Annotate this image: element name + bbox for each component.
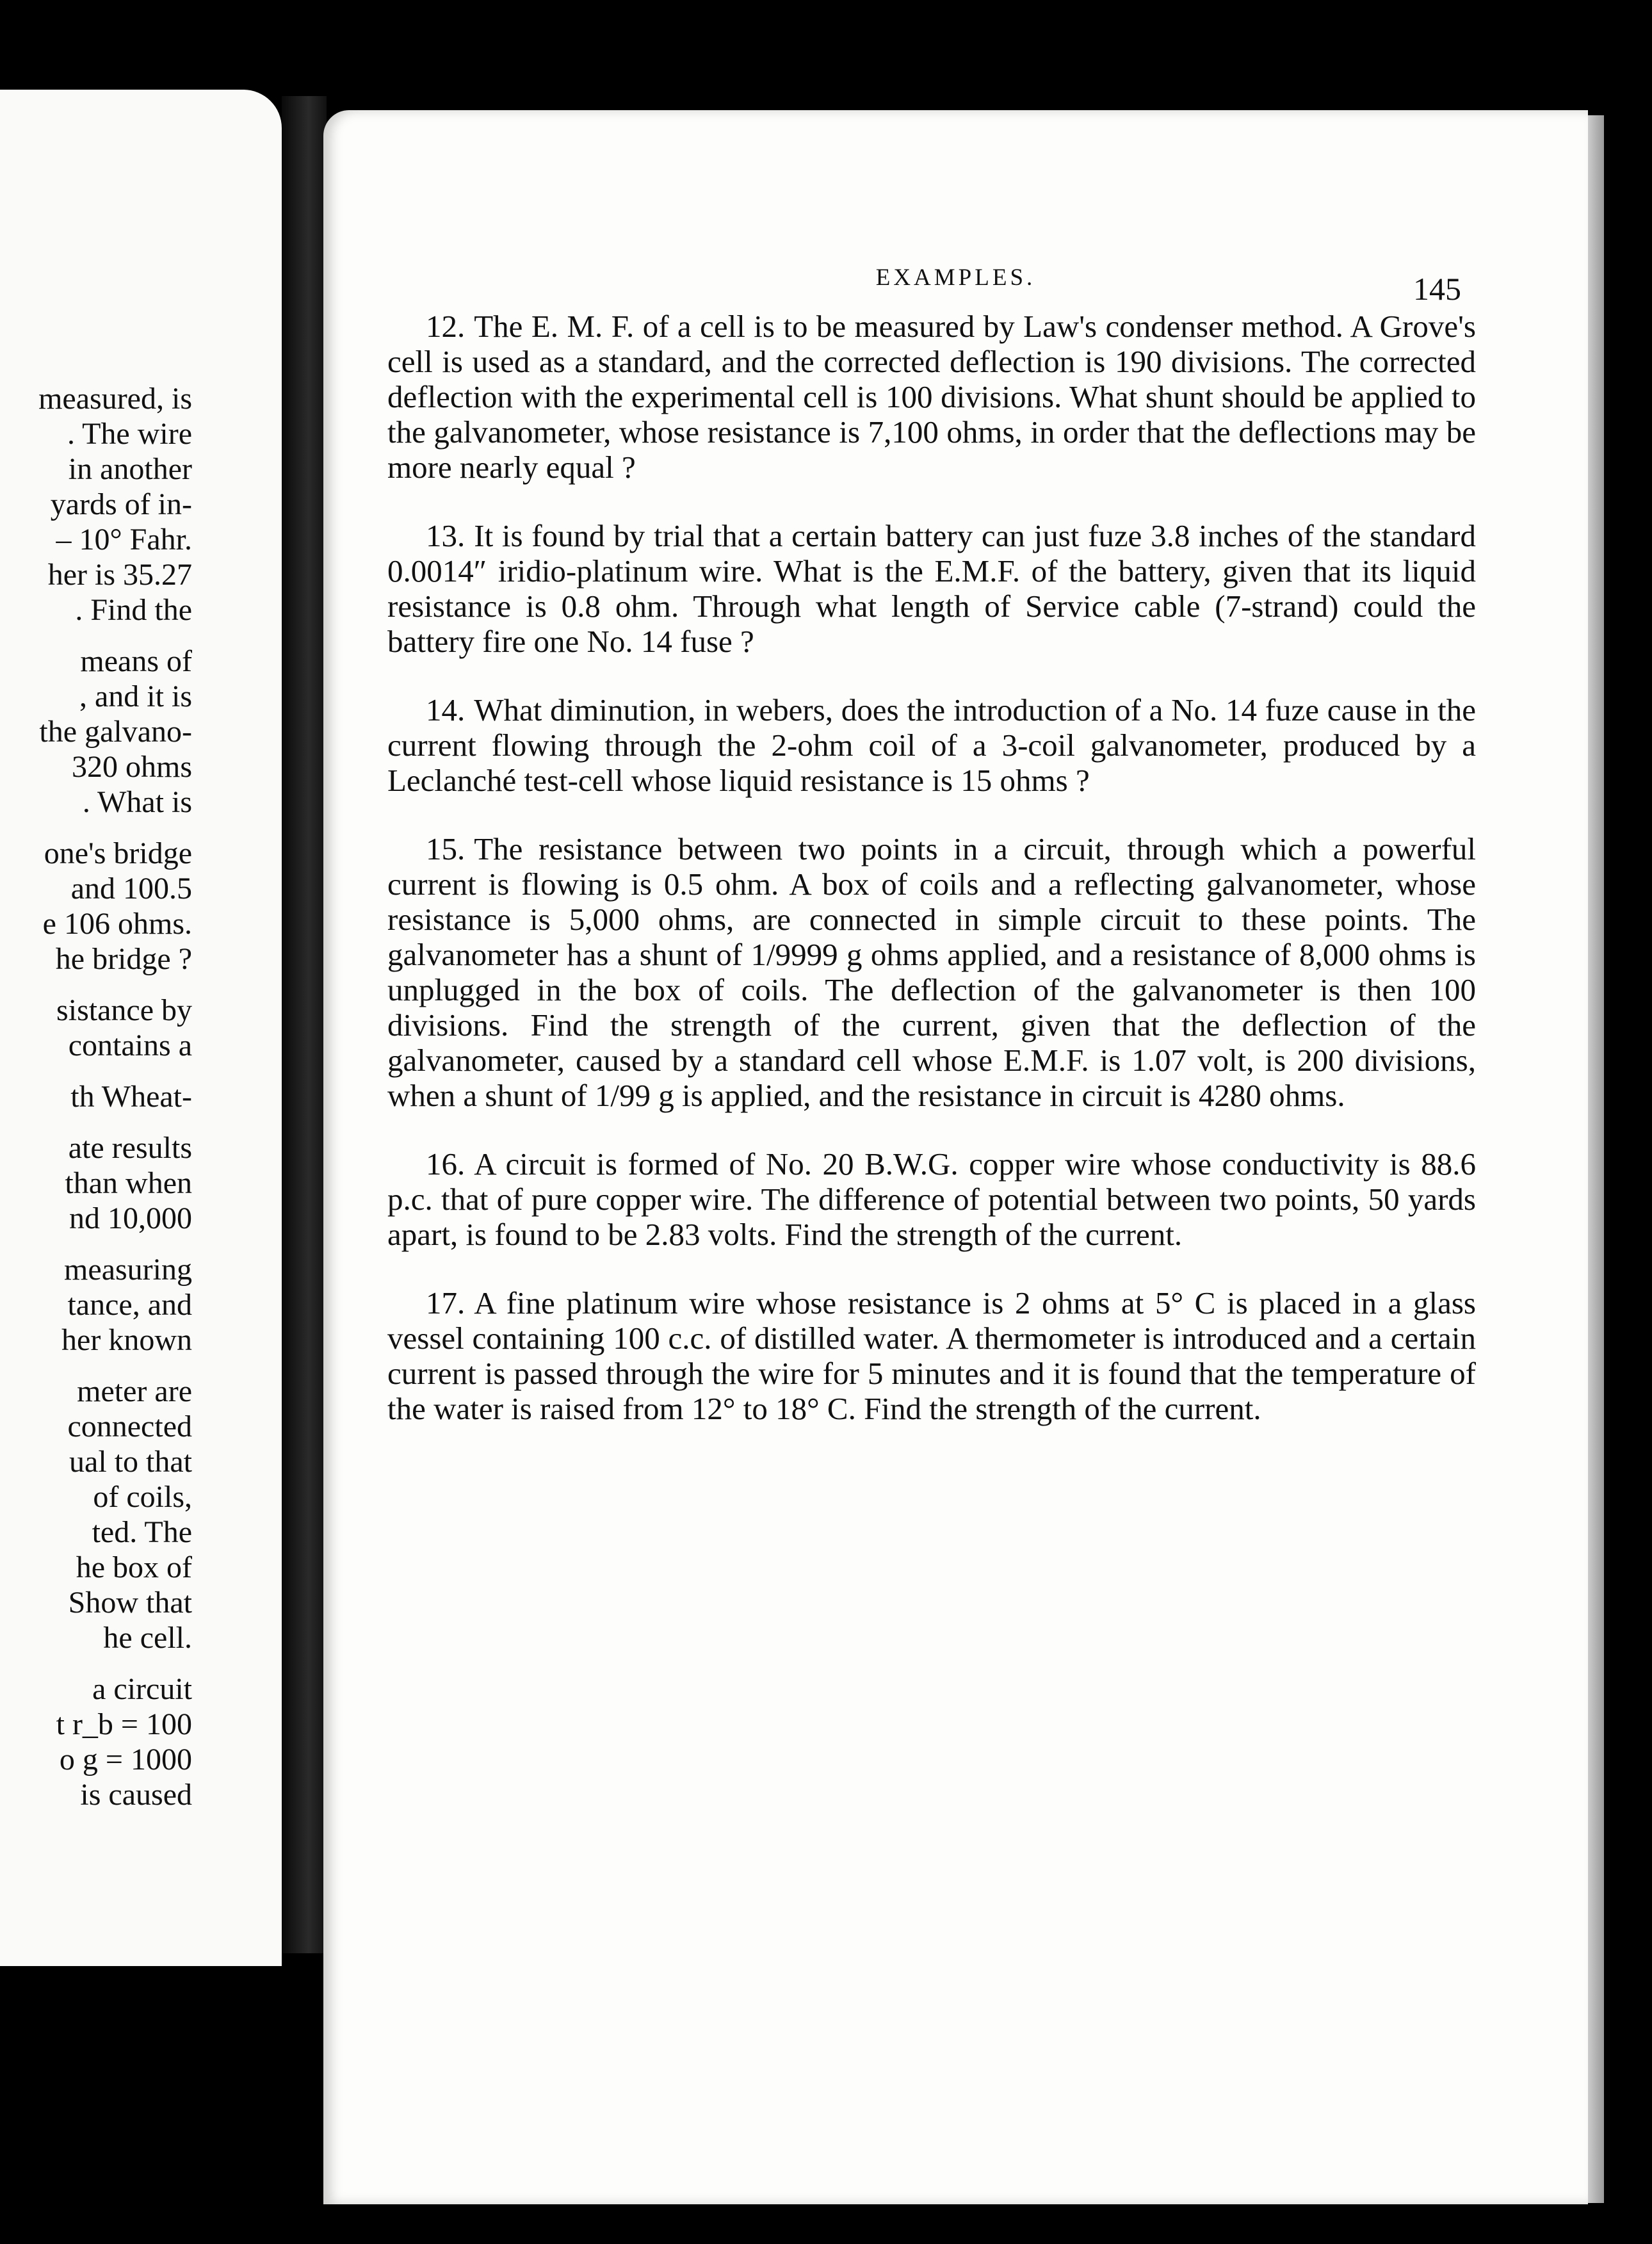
example-17 bbox=[387, 1285, 1476, 1426]
page-edge bbox=[1588, 115, 1604, 2203]
book-spine-shadow bbox=[282, 96, 327, 1953]
example-15 bbox=[387, 831, 1476, 1113]
example-13 bbox=[387, 518, 1476, 659]
left-line: a circuit bbox=[92, 1672, 192, 1706]
example-text: The E. M. F. of a cell is to be measured by Law's condenser method. A Grove's cell is used as a standard, and the corrected deflection is 190 divisions. The corrected deflection with the experimental cell is 100 divisions. What shunt should be applied to the galvanometer, whose resistance is 7,100 ohms, in order that the deflections may be more nearly equal ? bbox=[387, 309, 1476, 485]
example-text: The resistance between two points in a circuit, through which a powerful current is flowing is 0.5 ohm. A box of coils and a reflecting galvanometer, whose resistance is 5,000 ohms, are connected in simple circuit to these points. The galvanometer has a shunt of 1/9999 g ohms applied, and a resistance of 8,000 ohms is unplugged in the box of coils. The deflection of the galvanometer is then 100 divisions. Find the strength of the current, given that the deflection of the galvanometer, caused by a standard cell whose E.M.F. is 1.07 volt, is 200 divisions, when a shunt of 1/99 g is applied, and the resistance in circuit is 4280 ohms. bbox=[387, 831, 1476, 1113]
left-line: measured, is bbox=[38, 382, 192, 416]
left-line: . What is bbox=[82, 785, 192, 819]
page-number: 145 bbox=[1413, 271, 1461, 307]
left-line: her is 35.27 bbox=[47, 558, 192, 592]
left-line: than when bbox=[65, 1166, 192, 1200]
left-line: 320 ohms bbox=[71, 750, 192, 784]
left-line: one's bridge bbox=[44, 836, 192, 870]
left-line: he bridge ? bbox=[55, 942, 192, 976]
left-line: ted. The bbox=[92, 1515, 192, 1549]
example-text: A fine platinum wire whose resistance is 2 ohms at 5° C is placed in a glass vessel containing 100 c.c. of distilled water. A thermometer is introduced and a certain current is passed through the wire for 5 minutes and it is found that the temperature of the water is raised from 12° to 18° C. Find the strength of the current. bbox=[387, 1285, 1476, 1426]
example-number: 13. bbox=[426, 518, 466, 553]
example-text: A circuit is formed of No. 20 B.W.G. copper wire whose conductivity is 88.6 p.c. that of pure copper wire. The difference of potential between two points, 50 yards apart, is found to be 2.83 volts. Find the strength of the current. bbox=[387, 1146, 1476, 1252]
left-line: measuring bbox=[64, 1253, 192, 1287]
left-line: . Find the bbox=[75, 593, 192, 627]
example-number: 15. bbox=[426, 831, 466, 866]
left-line: her known bbox=[61, 1323, 192, 1357]
left-line: Show that bbox=[68, 1586, 192, 1620]
example-16 bbox=[387, 1146, 1476, 1252]
example-number: 17. bbox=[426, 1285, 466, 1321]
left-line: ual to that bbox=[69, 1445, 192, 1479]
left-line: connected bbox=[67, 1410, 192, 1443]
left-line: of coils, bbox=[93, 1480, 192, 1514]
examples-list bbox=[387, 309, 1476, 1459]
example-number: 16. bbox=[426, 1146, 466, 1182]
example-14 bbox=[387, 692, 1476, 798]
left-line: – 10° Fahr. bbox=[56, 523, 192, 557]
left-line: meter are bbox=[77, 1374, 192, 1408]
left-line: means of bbox=[80, 644, 192, 678]
right-page bbox=[323, 110, 1588, 2204]
left-line: in another bbox=[68, 452, 192, 486]
left-line: he cell. bbox=[103, 1621, 192, 1655]
left-page-text bbox=[0, 381, 192, 1812]
left-page bbox=[0, 90, 282, 1966]
left-line: nd 10,000 bbox=[69, 1201, 192, 1235]
left-line: o g = 1000 bbox=[59, 1743, 192, 1776]
left-line: e 106 ohms. bbox=[42, 907, 192, 941]
example-12 bbox=[387, 309, 1476, 485]
left-line: is caused bbox=[80, 1778, 192, 1812]
running-head: EXAMPLES. bbox=[875, 264, 1036, 291]
left-line: th Wheat- bbox=[70, 1080, 192, 1114]
left-line: contains a bbox=[68, 1028, 192, 1062]
left-line: . The wire bbox=[67, 417, 192, 451]
left-line: and 100.5 bbox=[70, 872, 192, 906]
left-line: t r_b = 100 bbox=[56, 1707, 192, 1741]
left-line: ate results bbox=[68, 1131, 192, 1165]
example-number: 14. bbox=[426, 692, 466, 728]
left-line: the galvano- bbox=[39, 715, 192, 749]
example-text: What diminution, in webers, does the introduction of a No. 14 fuze cause in the current flowing through the 2-ohm coil of a 3-coil galvanometer, produced by a Leclanché test-cell whose liquid resistance is 15 ohms ? bbox=[387, 692, 1476, 798]
left-line: yards of in- bbox=[50, 487, 192, 521]
example-text: It is found by trial that a certain battery can just fuze 3.8 inches of the standard 0.0014″ iridio-platinum wire. What is the E.M.F. of the battery, given that its liquid resistance is 0.8 ohm. Through what length of Service cable (7-strand) could the battery fire one No. 14 fuse ? bbox=[387, 518, 1476, 659]
left-line: he box of bbox=[76, 1550, 192, 1584]
example-number: 12. bbox=[426, 309, 466, 344]
left-line: tance, and bbox=[67, 1288, 192, 1322]
left-line: , and it is bbox=[79, 679, 192, 713]
left-line: sistance by bbox=[56, 993, 192, 1027]
